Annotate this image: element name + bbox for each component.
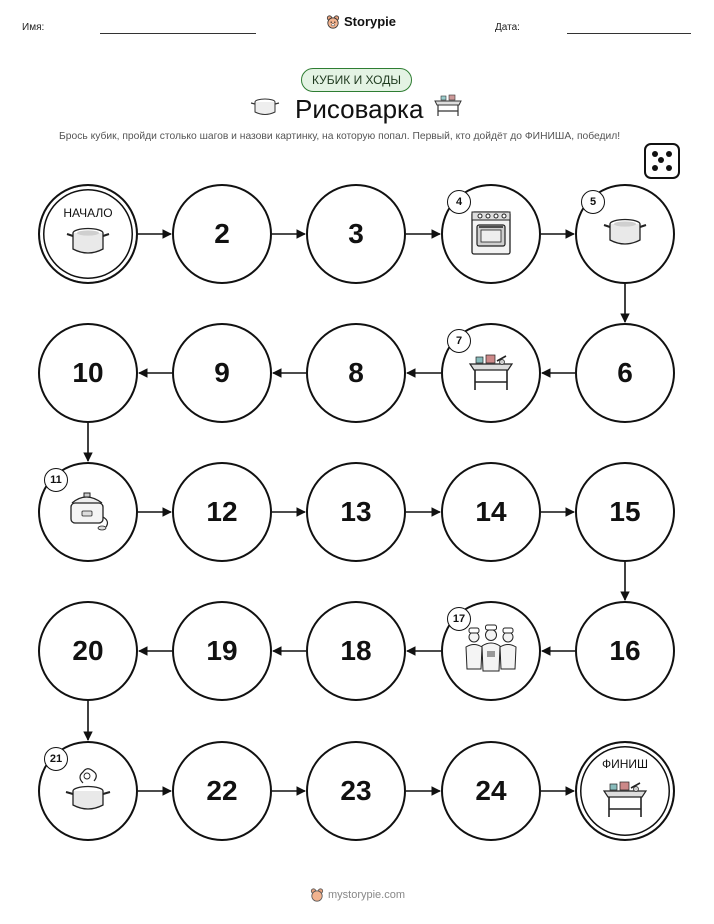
pot-icon: [602, 215, 648, 254]
cooks-icon: [460, 623, 522, 680]
space-number: 12: [206, 496, 238, 527]
space-number-badge: 4: [447, 190, 471, 214]
board-space-6: [575, 323, 675, 423]
space-number: 22: [206, 775, 238, 806]
instructions-text: Брось кубик, пройди столько шагов и назови картинку, на которую попал. Первый, кто дойдёт до ФИНИША, победил!: [59, 131, 621, 142]
board-space-23: [306, 741, 406, 841]
board-space-22: [172, 741, 272, 841]
space-number: 18: [340, 635, 372, 666]
kitchen-table-icon: [600, 775, 650, 826]
board-space-24: [441, 741, 541, 841]
start-label: НАЧАЛО: [63, 205, 113, 220]
board-space-19: [172, 601, 272, 701]
board-space-3: [306, 184, 406, 284]
brand-name: Storypie: [344, 14, 397, 29]
space-number: 3: [348, 218, 364, 249]
board-space-20: [38, 601, 138, 701]
space-number: 23: [340, 775, 372, 806]
space-number-badge: 7: [447, 329, 471, 353]
space-number-badge: 11: [44, 468, 68, 492]
page-title: Рисоварка: [295, 94, 424, 124]
board-space-12: [172, 462, 272, 562]
bear-icon: [310, 888, 324, 902]
space-number-badge: 21: [44, 747, 68, 771]
finish-space: [575, 741, 675, 841]
board-space-13: [306, 462, 406, 562]
board-space-15: [575, 462, 675, 562]
footer: [310, 888, 405, 902]
finish-label: ФИНИШ: [601, 756, 649, 771]
steaming-pot-icon: [63, 763, 113, 820]
space-number: 14: [475, 496, 507, 527]
board-space-8: [306, 323, 406, 423]
kitchen-table-icon: [466, 348, 516, 399]
space-number-badge: 17: [447, 607, 471, 631]
rice-cooker-icon: [62, 487, 114, 538]
space-number: 10: [72, 357, 104, 388]
space-number: 20: [72, 635, 104, 666]
board-space-16: [575, 601, 675, 701]
space-number: 24: [475, 775, 507, 806]
board-space-14: [441, 462, 541, 562]
space-number: 2: [214, 218, 230, 249]
pot-icon: [65, 224, 111, 263]
board-space-9: [172, 323, 272, 423]
space-number-badge: 5: [581, 190, 605, 214]
space-number: 13: [340, 496, 372, 527]
date-label: Дата:: [495, 22, 520, 33]
board-space-10: [38, 323, 138, 423]
board-space-18: [306, 601, 406, 701]
space-number: 16: [609, 635, 641, 666]
space-number: 6: [617, 357, 633, 388]
space-number: 8: [348, 357, 364, 388]
stove-icon: [467, 206, 515, 263]
space-number: 19: [206, 635, 238, 666]
space-number: 15: [609, 496, 641, 527]
space-number: 9: [214, 357, 230, 388]
name-label: Имя:: [22, 22, 45, 33]
footer-site[interactable]: mystorypie.com: [328, 889, 406, 901]
start-space: [38, 184, 138, 284]
game-type-badge: КУБИК И ХОДЫ: [301, 68, 412, 92]
board-space-2: [172, 184, 272, 284]
